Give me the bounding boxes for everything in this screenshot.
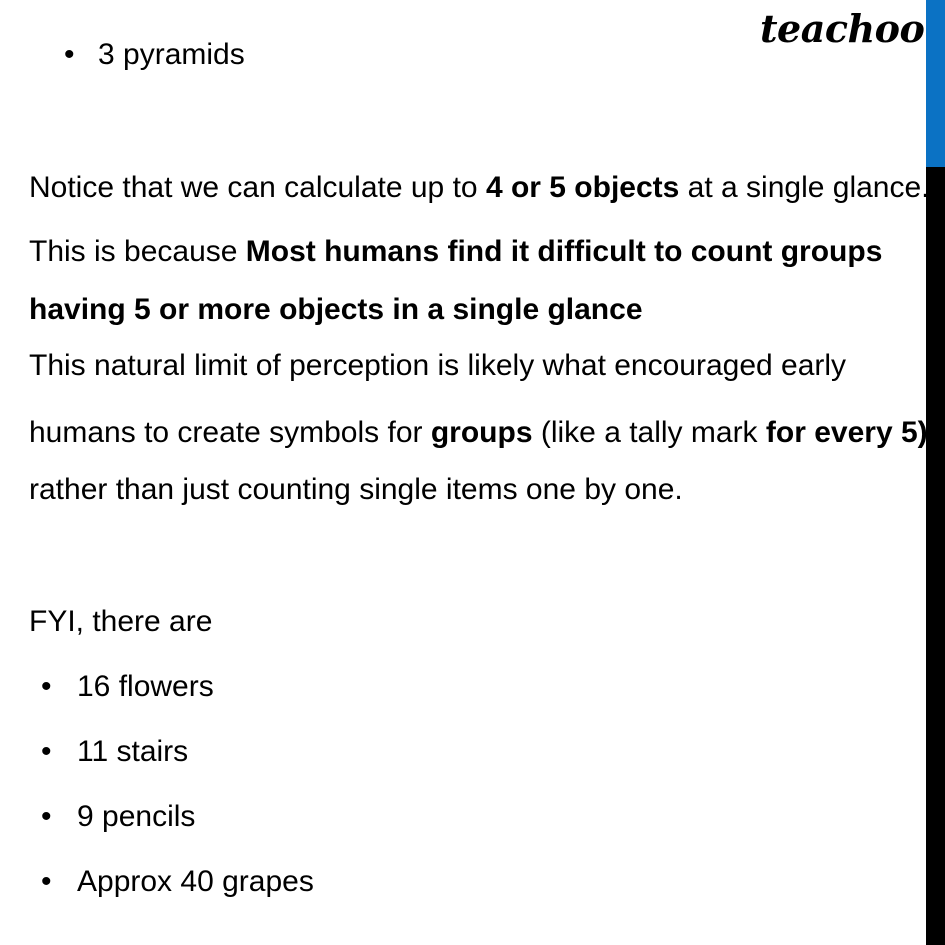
bullet-dot-icon: • [41,735,52,768]
list-item-stairs [41,737,541,802]
bullet-dot-icon: • [41,865,52,898]
edge-accent-bar-black [926,167,945,945]
paragraph-perception-text-middle: (like a tally mark [532,416,766,449]
bullet-dot-icon: • [41,800,52,833]
list-item-label: 9 pencils [77,800,196,833]
paragraph-perception-emphasis-every-5: for every 5) [765,416,928,449]
paragraph-reason-emphasis-1: Most humans find it difficult to count groups [245,235,883,268]
paragraph-reason-line-1 [29,237,909,267]
paragraph-perception-line-1: This natural limit of perception is likely what encouraged early [29,349,847,382]
list-item-pencils [41,802,541,867]
paragraph-notice-text-after: at a single glance. [679,171,930,204]
paragraph-perception-text-before: humans to create symbols for [29,416,431,449]
list-item-pyramids [64,40,245,70]
fyi-list [41,672,541,932]
list-item-flowers [41,672,541,737]
paragraph-perception-line-2 [29,416,928,449]
list-item-label: 11 stairs [77,735,189,768]
list-item-label: 3 pyramids [98,38,245,71]
paragraph-perception-emphasis-groups: groups [430,416,533,449]
list-item-label: Approx 40 grapes [77,865,314,898]
list-item-grapes [41,867,541,932]
paragraph-notice-emphasis: 4 or 5 objects [485,171,680,204]
bullet-dot-icon: • [64,38,75,71]
teachoo-logo: teachoo [760,6,925,51]
paragraph-reason-line-2 [29,295,909,325]
paragraph-perception-line-3: rather than just counting single items one by one. [29,473,683,506]
paragraph-notice-text-before: Notice that we can calculate up to [29,171,486,204]
bullet-dot-icon: • [41,670,52,703]
paragraph-reason-emphasis-2: having 5 or more objects in a single glance [29,293,643,326]
fyi-intro-text: FYI, there are [29,605,213,638]
list-item-label: 16 flowers [77,670,214,703]
edge-accent-bar-blue [926,0,945,167]
paragraph-notice [29,171,930,204]
paragraph-reason-text-before: This is because [29,235,246,268]
